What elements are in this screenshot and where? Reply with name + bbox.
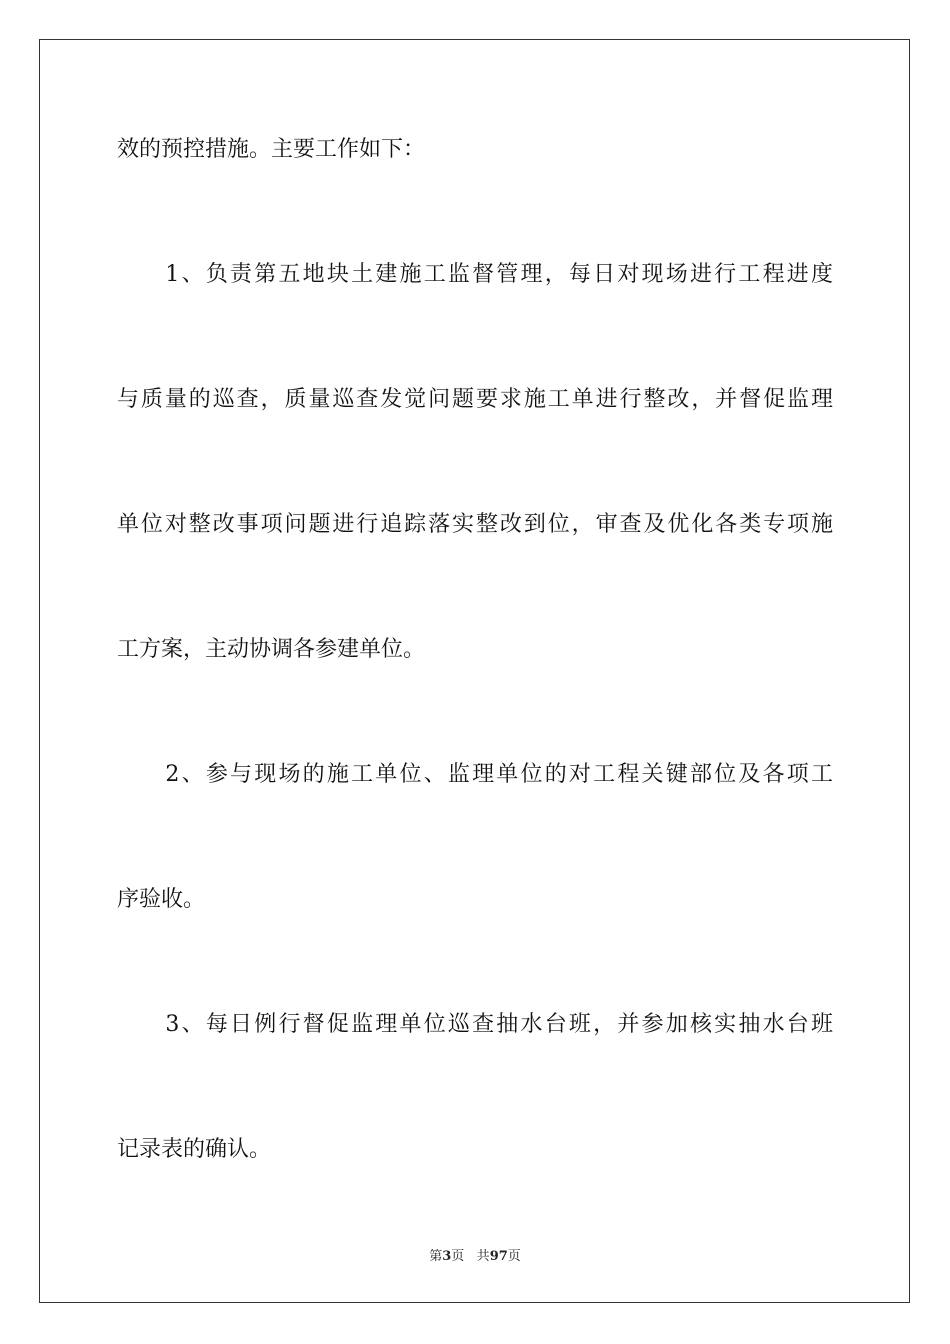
footer-prefix: 第	[429, 1249, 443, 1264]
current-page-number: 3	[442, 1249, 452, 1264]
text-line: 记录表的确认。	[117, 1137, 272, 1162]
page-border	[39, 39, 910, 1303]
footer-total-suffix: 页	[507, 1249, 521, 1264]
text-line: 序验收。	[117, 887, 206, 912]
text-line: 与质量的巡查，质量巡查发觉问题要求施工单进行整改，并督促监理	[117, 387, 833, 412]
text-line: 单位对整改事项问题进行追踪落实整改到位，审查及优化各类专项施	[117, 512, 833, 537]
footer-total-prefix: 共	[476, 1249, 490, 1264]
footer-page-suffix: 页	[451, 1249, 465, 1264]
total-page-number: 97	[489, 1249, 508, 1264]
page-footer	[0, 1248, 950, 1266]
text-line: 效的预控措施。主要工作如下：	[117, 137, 426, 162]
text-line: 3、每日例行督促监理单位巡查抽水台班，并参加核实抽水台班	[117, 1012, 833, 1037]
text-line: 2、参与现场的施工单位、监理单位的对工程关键部位及各项工	[117, 762, 833, 787]
text-line: 工方案，主动协调各参建单位。	[117, 637, 426, 662]
text-line: 1、负责第五地块土建施工监督管理，每日对现场进行工程进度	[117, 262, 833, 287]
